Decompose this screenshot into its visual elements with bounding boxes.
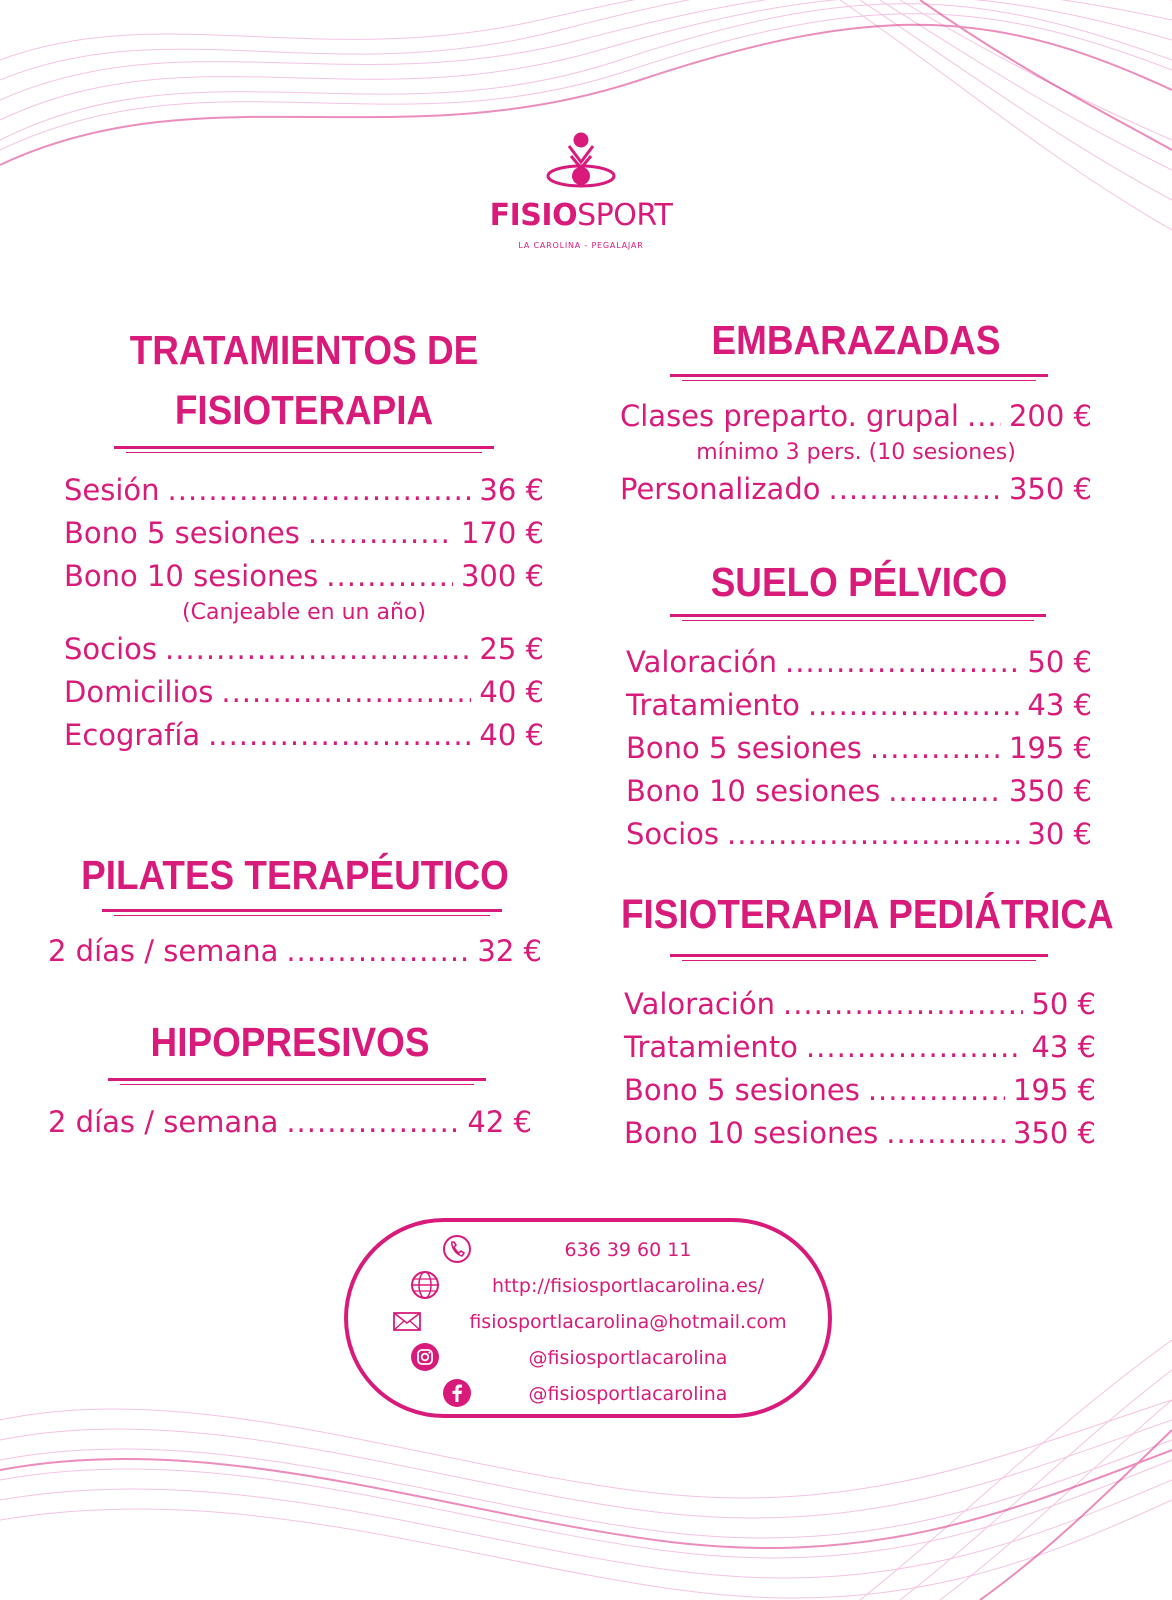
title-underline bbox=[114, 446, 494, 455]
globe-icon bbox=[410, 1270, 440, 1300]
section-pediatrica bbox=[596, 884, 1114, 1155]
price-row: Bono 5 sesiones ..... 195 € bbox=[624, 1069, 1096, 1112]
price-row: Ecografía ..... 40 € bbox=[64, 714, 544, 757]
instagram-handle[interactable]: @fisiosportlacarolina bbox=[528, 1347, 728, 1369]
price-row: Bono 5 sesiones ..... 170 € bbox=[64, 512, 544, 555]
section-title: SUELO PÉLVICO bbox=[710, 559, 1008, 605]
title-underline bbox=[670, 614, 1046, 623]
price-row: 2 días / semana ..... 42 € bbox=[48, 1101, 532, 1144]
section-title: FISIOTERAPIA PEDIÁTRICA bbox=[621, 891, 1114, 937]
price-row: Valoración ..... 50 € bbox=[624, 983, 1096, 1026]
instagram-icon bbox=[410, 1342, 440, 1372]
title-underline bbox=[670, 374, 1048, 383]
email-link[interactable]: fisiosportlacarolina@hotmail.com bbox=[469, 1311, 787, 1333]
price-row: Bono 10 sesiones ..... 350 € bbox=[624, 1112, 1096, 1155]
mail-icon bbox=[392, 1306, 422, 1336]
price-row: Tratamiento ..... 43 € bbox=[626, 684, 1092, 727]
price-row: Socios ..... 25 € bbox=[64, 628, 544, 671]
price-row: Clases preparto. grupal ..... 200 € bbox=[620, 395, 1092, 438]
section-title: TRATAMIENTOS DE bbox=[129, 327, 479, 373]
contact-facebook bbox=[348, 1376, 828, 1412]
section-title: FISIOTERAPIA bbox=[174, 387, 434, 433]
section-suelo-pelvico bbox=[626, 552, 1092, 856]
price-row: Bono 5 sesiones ..... 195 € bbox=[626, 727, 1092, 770]
price-row: Personalizado ..... 350 € bbox=[620, 468, 1092, 511]
contact-web bbox=[348, 1268, 828, 1304]
price-row: Domicilios ..... 40 € bbox=[64, 671, 544, 714]
fisiosport-logo-icon bbox=[541, 128, 621, 196]
section-title: PILATES TERAPÉUTICO bbox=[81, 852, 509, 898]
price-row: Socios ..... 30 € bbox=[626, 813, 1092, 856]
title-underline bbox=[108, 1078, 486, 1087]
facebook-handle[interactable]: @fisiosportlacarolina bbox=[528, 1383, 728, 1405]
price-row: Bono 10 sesiones ..... 350 € bbox=[626, 770, 1092, 813]
brand-name: FISIOSPORT bbox=[489, 198, 673, 233]
price-row: Sesión ..... 36 € bbox=[64, 469, 544, 512]
section-hipopresivos bbox=[48, 1012, 532, 1144]
section-title: EMBARAZADAS bbox=[711, 317, 1001, 363]
section-embarazadas bbox=[620, 310, 1092, 511]
price-row: Tratamiento ..... 43 € bbox=[624, 1026, 1096, 1069]
section-pilates bbox=[48, 845, 542, 973]
price-row: Valoración ..... 50 € bbox=[626, 641, 1092, 684]
price-note: (Canjeable en un año) bbox=[182, 600, 426, 625]
price-row: 2 días / semana ..... 32 € bbox=[48, 930, 542, 973]
section-title: HIPOPRESIVOS bbox=[150, 1019, 430, 1065]
brand-logo bbox=[486, 128, 676, 250]
price-row: Bono 10 sesiones ..... 300 € bbox=[64, 555, 544, 598]
title-underline bbox=[670, 954, 1048, 963]
section-tratamientos bbox=[64, 320, 544, 757]
contact-email bbox=[348, 1304, 828, 1340]
title-underline bbox=[102, 909, 502, 918]
contact-instagram bbox=[348, 1340, 828, 1376]
phone-number[interactable]: 636 39 60 11 bbox=[564, 1239, 692, 1261]
website-link[interactable]: http://fisiosportlacarolina.es/ bbox=[491, 1275, 765, 1297]
contact-phone bbox=[348, 1232, 828, 1268]
brand-tagline: LA CAROLINA - PEGALAJAR bbox=[518, 241, 644, 250]
price-note: mínimo 3 pers. (10 sesiones) bbox=[696, 440, 1016, 465]
contact-box bbox=[344, 1218, 832, 1418]
